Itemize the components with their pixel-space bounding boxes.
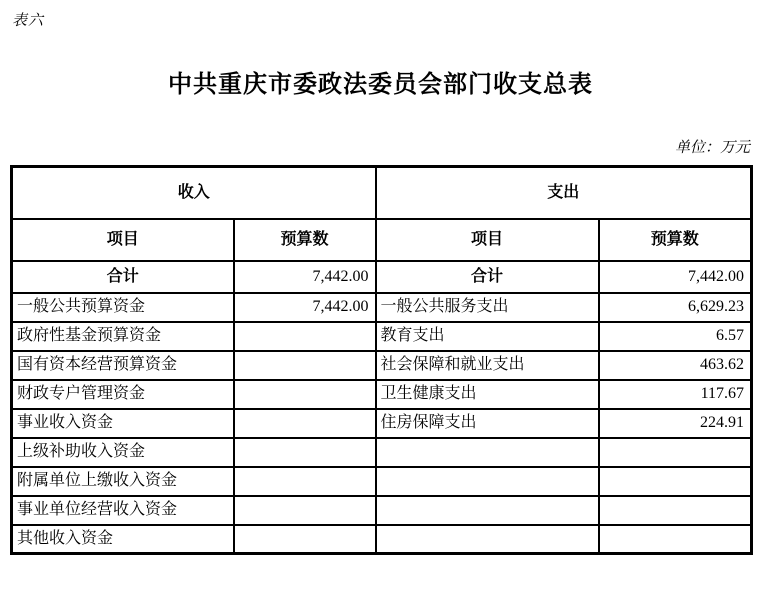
page-title: 中共重庆市委政法委员会部门收支总表: [168, 72, 593, 98]
income-value-cell: [234, 351, 376, 380]
expense-item-cell: [376, 438, 599, 467]
income-total-value: 7,442.00: [234, 261, 376, 293]
expense-value-cell: 6.57: [599, 322, 752, 351]
expense-item-cell: 住房保障支出: [376, 409, 599, 438]
expense-item-cell: [376, 496, 599, 525]
income-item-cell: 财政专户管理资金: [12, 380, 234, 409]
table-row: [12, 351, 752, 380]
income-budget-column-header: 预算数: [234, 219, 376, 261]
income-item-cell: 附属单位上缴收入资金: [12, 467, 234, 496]
expense-item-column-header: 项目: [376, 219, 599, 261]
expense-value-cell: 6,629.23: [599, 293, 752, 322]
budget-summary-table: [10, 165, 753, 555]
total-row: [12, 261, 752, 293]
expense-value-cell: 224.91: [599, 409, 752, 438]
income-item-cell: 其他收入资金: [12, 525, 234, 554]
expense-item-cell: 教育支出: [376, 322, 599, 351]
income-value-cell: [234, 467, 376, 496]
expense-value-cell: [599, 496, 752, 525]
income-item-cell: 事业单位经营收入资金: [12, 496, 234, 525]
income-value-cell: [234, 409, 376, 438]
expense-item-cell: 卫生健康支出: [376, 380, 599, 409]
table-row: [12, 380, 752, 409]
expense-value-cell: 117.67: [599, 380, 752, 409]
income-total-label: 合计: [12, 261, 234, 293]
income-value-cell: [234, 380, 376, 409]
expense-value-cell: [599, 525, 752, 554]
expense-item-cell: 社会保障和就业支出: [376, 351, 599, 380]
expense-total-value: 7,442.00: [599, 261, 752, 293]
table-body: [12, 167, 752, 554]
expense-budget-column-header: 预算数: [599, 219, 752, 261]
income-value-cell: [234, 525, 376, 554]
income-item-cell: 政府性基金预算资金: [12, 322, 234, 351]
expense-value-cell: [599, 467, 752, 496]
expense-item-cell: [376, 525, 599, 554]
income-section-header: 收入: [12, 167, 376, 219]
expense-item-cell: 一般公共服务支出: [376, 293, 599, 322]
table-row: [12, 322, 752, 351]
income-item-cell: 国有资本经营预算资金: [12, 351, 234, 380]
table-row: [12, 467, 752, 496]
income-value-cell: 7,442.00: [234, 293, 376, 322]
table-number-label: 表六: [12, 13, 45, 29]
table-row: [12, 438, 752, 467]
income-item-cell: 事业收入资金: [12, 409, 234, 438]
column-header-row: [12, 219, 752, 261]
expense-section-header: 支出: [376, 167, 752, 219]
income-value-cell: [234, 438, 376, 467]
income-item-cell: 一般公共预算资金: [12, 293, 234, 322]
income-item-cell: 上级补助收入资金: [12, 438, 234, 467]
section-header-row: [12, 167, 752, 219]
expense-value-cell: [599, 438, 752, 467]
table-row: [12, 496, 752, 525]
unit-label: 单位：万元: [674, 140, 750, 156]
income-value-cell: [234, 496, 376, 525]
expense-item-cell: [376, 467, 599, 496]
table-row: [12, 293, 752, 322]
income-value-cell: [234, 322, 376, 351]
expense-total-label: 合计: [376, 261, 599, 293]
table-row: [12, 525, 752, 554]
table-row: [12, 409, 752, 438]
expense-value-cell: 463.62: [599, 351, 752, 380]
income-item-column-header: 项目: [12, 219, 234, 261]
